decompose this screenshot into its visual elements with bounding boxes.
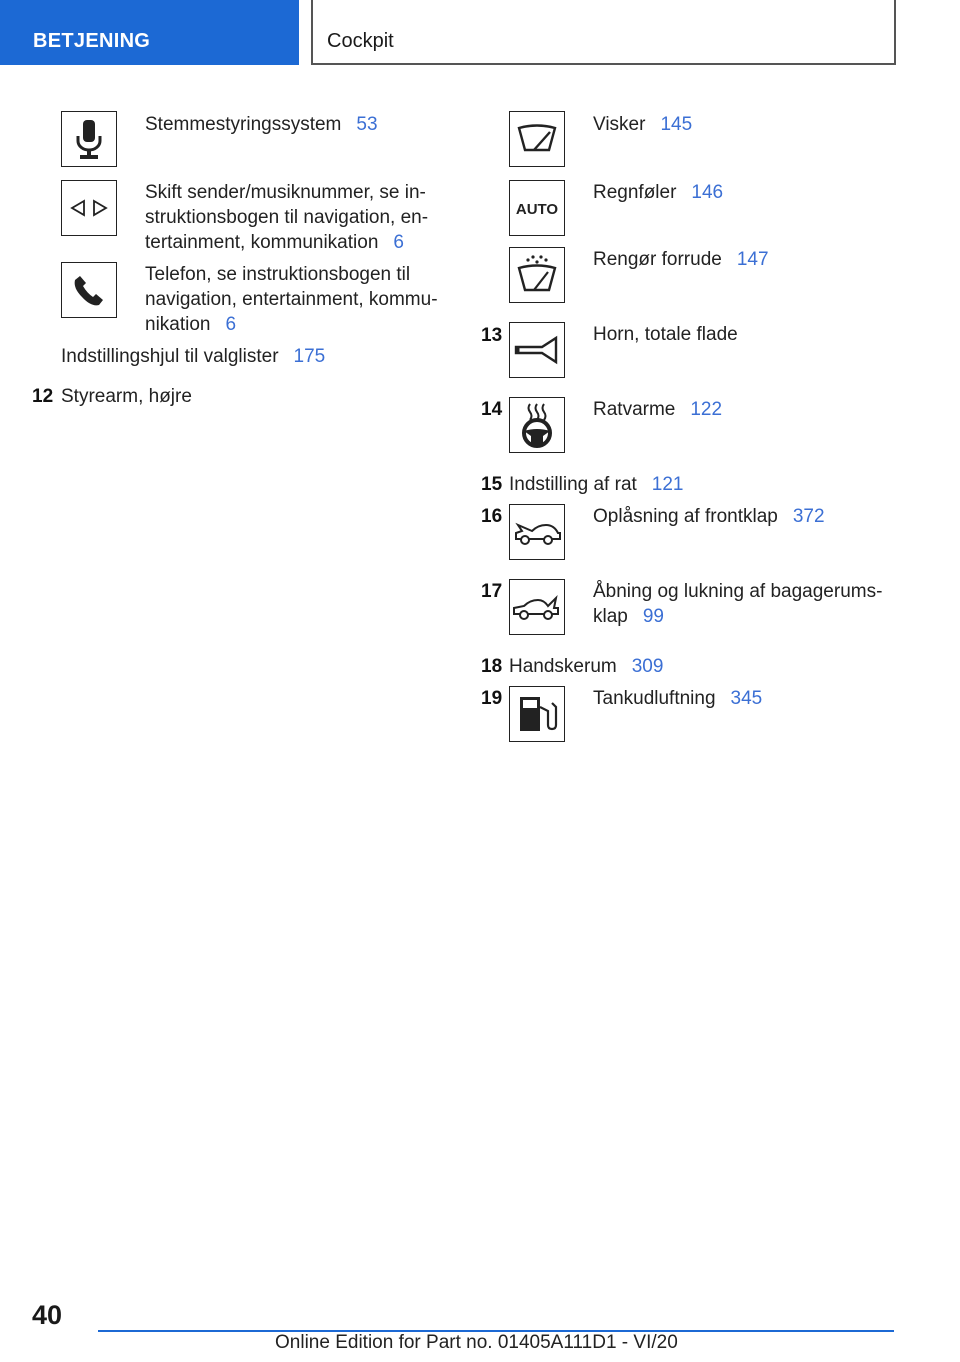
chapter-title: Cockpit: [311, 0, 896, 65]
page-reference-link[interactable]: 99: [642, 606, 664, 627]
car-hood-icon: [509, 504, 565, 560]
page-reference-link[interactable]: 146: [691, 182, 724, 203]
item-number: 12: [32, 386, 54, 407]
page-reference-link[interactable]: 372: [792, 506, 825, 527]
item-number: 14: [481, 399, 503, 420]
fuel-pump-icon: [509, 686, 565, 742]
microphone-icon: [61, 111, 117, 167]
svg-text:AUTO: AUTO: [515, 201, 559, 218]
list-item: Visker 145: [593, 114, 693, 135]
list-item: Regnføler 146: [593, 182, 724, 203]
item-number: 17: [481, 581, 503, 602]
list-item: Åbning og lukning af bagagerums- klap 99: [593, 581, 883, 627]
horn-icon: [509, 322, 565, 378]
page-reference-link[interactable]: 122: [690, 399, 723, 420]
auto-icon: [509, 180, 565, 236]
car-trunk-icon: [509, 579, 565, 635]
list-item: Stemmestyringssystem 53: [145, 114, 378, 135]
item-number: 19: [481, 688, 503, 709]
arrows-left-right-icon: [61, 180, 117, 236]
item-number: 16: [481, 506, 503, 527]
item-number: 15: [481, 474, 503, 495]
page-reference-link[interactable]: 6: [225, 314, 237, 335]
page-reference-link[interactable]: 121: [651, 474, 684, 495]
footer-edition: Online Edition for Part no. 01405A111D1 - VI/20: [275, 1332, 678, 1353]
wiper-icon: [509, 111, 565, 167]
phone-icon: [61, 262, 117, 318]
washer-icon: [509, 247, 565, 303]
list-item: Handskerum 309: [509, 656, 664, 677]
page-reference-link[interactable]: 309: [631, 656, 664, 677]
page-reference-link[interactable]: 53: [356, 114, 378, 135]
page-reference-link[interactable]: 147: [736, 249, 769, 270]
page-number: 40: [32, 1300, 63, 1330]
list-item: Horn, totale flade: [593, 324, 738, 345]
list-item: Tankudluftning 345: [593, 688, 763, 709]
list-item: Rengør forrude 147: [593, 249, 769, 270]
list-item: Oplåsning af frontklap 372: [593, 506, 825, 527]
page-reference-link[interactable]: 345: [730, 688, 763, 709]
item-number: 18: [481, 656, 503, 677]
list-item: Ratvarme 122: [593, 399, 723, 420]
list-item: Styrearm, højre: [61, 386, 192, 407]
list-item: Indstilling af rat 121: [509, 474, 684, 495]
list-item: Skift sender/musiknummer, se in- struktionsbogen til navigation, en- tertainment, kommunikation 6: [145, 182, 429, 253]
page-reference-link[interactable]: 6: [393, 232, 404, 253]
heated-steering-wheel-icon: [509, 397, 565, 453]
section-tab: BETJENING: [0, 0, 299, 65]
item-number: 13: [481, 325, 503, 346]
thumbwheel-item: Indstillingshjul til valglister 175: [61, 346, 326, 367]
list-item: Telefon, se instruktionsbogen til navigation, entertainment, kommu- nikation 6: [145, 264, 438, 335]
page-reference-link[interactable]: 145: [660, 114, 693, 135]
page-reference-link[interactable]: 175: [293, 346, 326, 367]
